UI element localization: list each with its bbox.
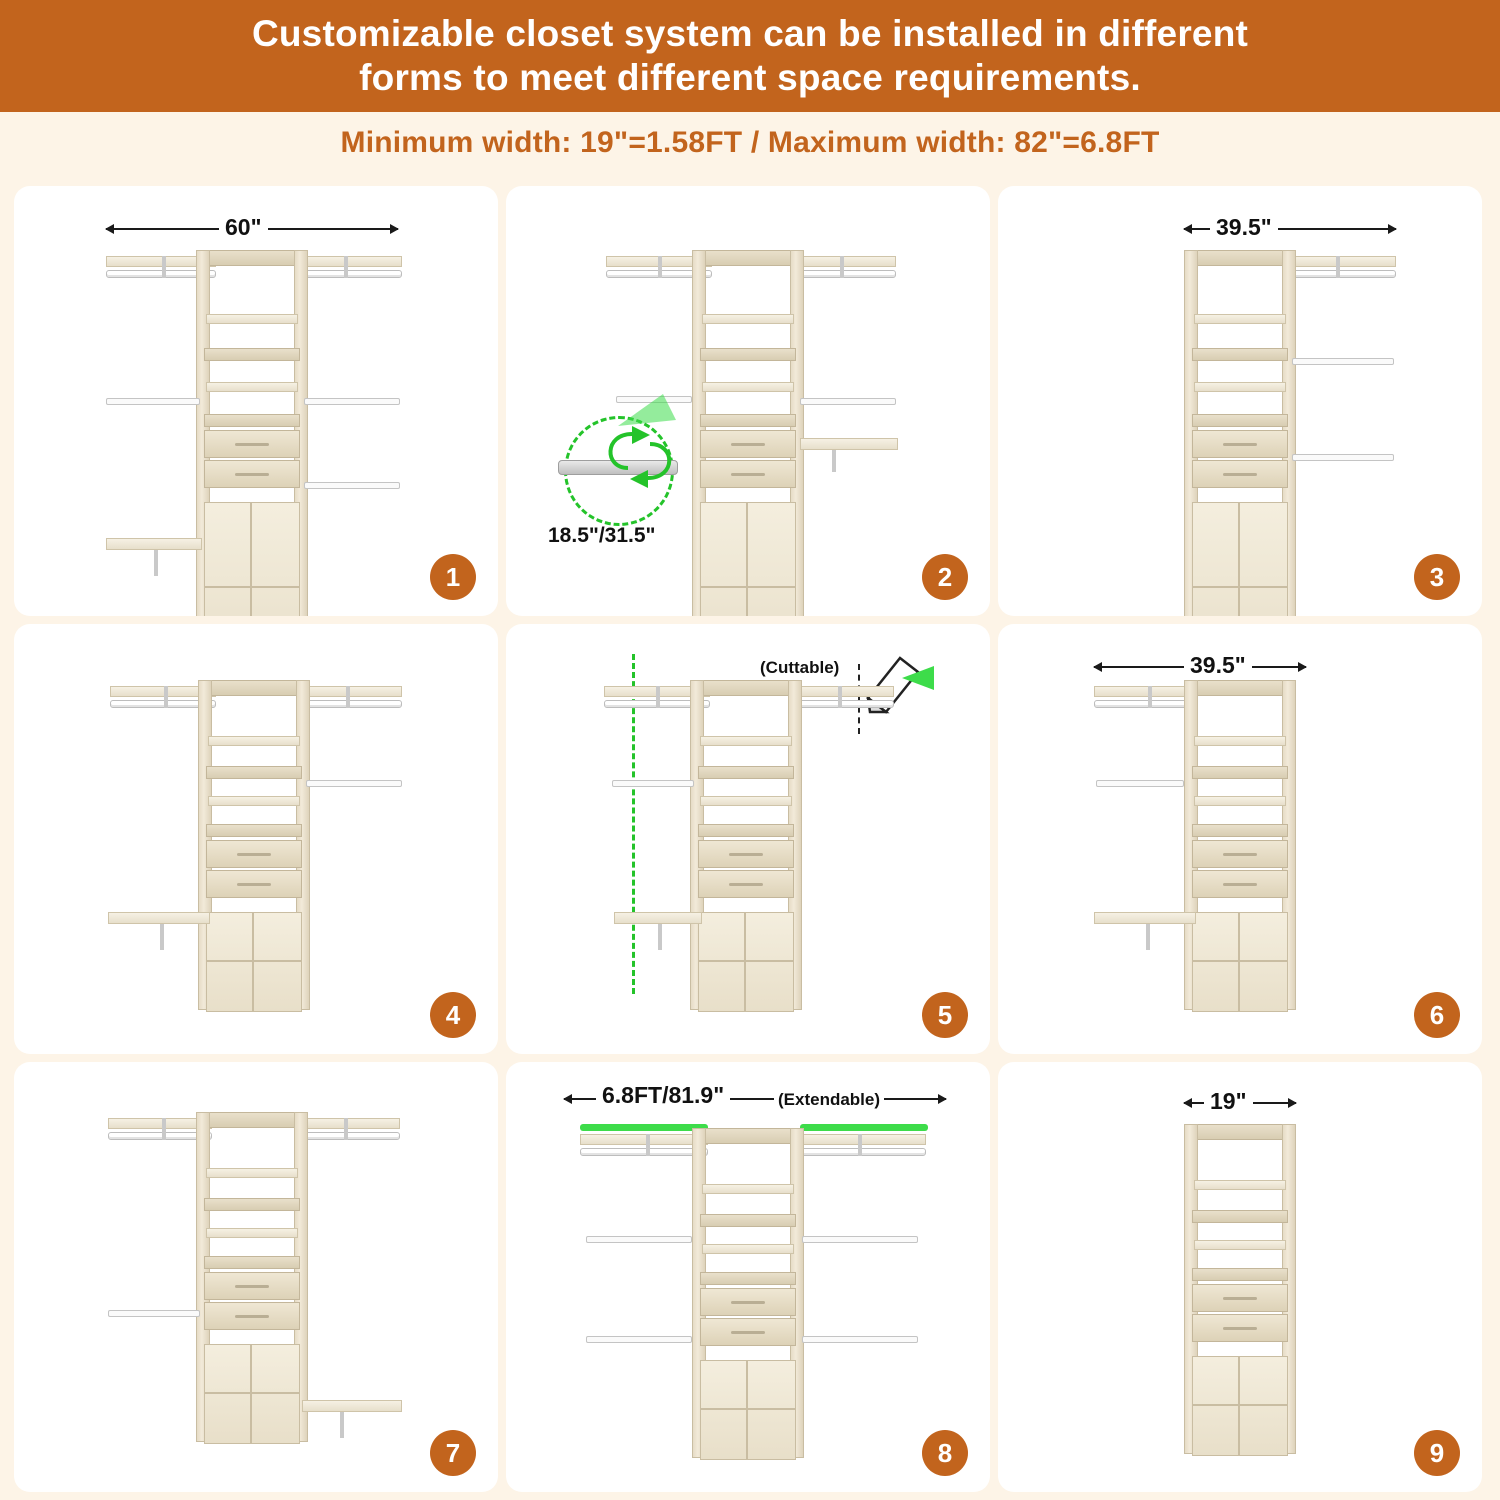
inner-shelf-2 (698, 766, 794, 779)
cube-divider-horizontal (1192, 960, 1288, 962)
inner-shelf-2 (1192, 766, 1288, 779)
closet-diagram-2 (506, 186, 990, 616)
extendable-note: (Extendable) (774, 1090, 884, 1110)
inner-shelf-2 (204, 348, 300, 361)
center-top-shelf (1184, 1124, 1296, 1140)
inner-shelf-4 (1192, 414, 1288, 427)
drawer-2[interactable] (698, 870, 794, 898)
closet-diagram-1 (14, 186, 498, 616)
closet-diagram-7 (14, 1062, 498, 1492)
top-shelf-right (798, 686, 894, 697)
side-rod-left-upper (586, 1236, 692, 1243)
drawer-1[interactable] (1192, 840, 1288, 868)
inner-shelf-3 (206, 1228, 298, 1238)
cube-divider-vertical (252, 912, 254, 1012)
cube-divider-horizontal (1192, 586, 1288, 588)
config-cell-4[interactable] (14, 624, 498, 1054)
rotation-arrow-icon (558, 386, 718, 506)
closet-diagram-5 (506, 624, 990, 1054)
cube-divider-horizontal (206, 960, 302, 962)
side-shelf-bracket (832, 450, 836, 472)
side-rod-left-lower (586, 1336, 692, 1343)
top-shelf-left (1094, 686, 1198, 697)
config-cell-5[interactable] (506, 624, 990, 1054)
side-shelf-left (1094, 912, 1196, 924)
top-shelf-right (800, 1134, 926, 1145)
hanging-rod-right-top (306, 700, 402, 708)
inner-shelf-1 (1194, 1180, 1286, 1190)
side-rod-left (612, 780, 694, 787)
dimension-label-1: 60" (219, 214, 268, 241)
drawer-2[interactable] (204, 460, 300, 488)
config-number-badge-2: 2 (922, 554, 968, 600)
drawer-2[interactable] (1192, 1314, 1288, 1342)
inner-shelf-3 (1194, 796, 1286, 806)
inner-shelf-1 (700, 736, 792, 746)
config-number-badge-1: 1 (430, 554, 476, 600)
cube-divider-horizontal (700, 586, 796, 588)
side-rod-right-upper (1292, 358, 1394, 365)
config-number-badge-4: 4 (430, 992, 476, 1038)
side-rod-left (106, 398, 200, 405)
inner-shelf-2 (206, 766, 302, 779)
closet-diagram-4 (14, 624, 498, 1054)
hanging-rod-right-top (304, 270, 402, 278)
center-top-shelf (690, 680, 802, 696)
rod-bracket-right (1336, 256, 1340, 278)
config-number-badge-8: 8 (922, 1430, 968, 1476)
rod-length-note: 18.5"/31.5" (548, 524, 656, 547)
rod-bracket-right (840, 256, 844, 278)
inner-shelf-4 (1192, 1268, 1288, 1281)
configuration-grid (14, 186, 1486, 1486)
config-cell-9[interactable] (998, 1062, 1482, 1492)
inner-shelf-4 (206, 824, 302, 837)
banner-line-2: forms to meet different space requirements. (359, 57, 1141, 98)
drawer-1[interactable] (206, 840, 302, 868)
rod-bracket-left (646, 1134, 650, 1156)
top-shelf-right (800, 256, 896, 267)
cube-divider-vertical (1238, 502, 1240, 616)
config-number-badge-6: 6 (1414, 992, 1460, 1038)
inner-shelf-3 (208, 796, 300, 806)
inner-shelf-3 (702, 1244, 794, 1254)
config-cell-3[interactable] (998, 186, 1482, 616)
inner-shelf-1 (1194, 736, 1286, 746)
cube-divider-vertical (250, 502, 252, 616)
cube-unit (1192, 1356, 1288, 1456)
dimension-label-9: 19" (1204, 1088, 1253, 1115)
center-top-shelf (692, 1128, 804, 1144)
config-number-badge-7: 7 (430, 1430, 476, 1476)
inner-shelf-2 (1192, 348, 1288, 361)
rod-bracket-left (658, 256, 662, 278)
side-shelf-right (302, 1400, 402, 1412)
side-shelf-bracket (658, 924, 662, 950)
side-shelf-bracket (160, 924, 164, 950)
inner-shelf-2 (700, 1214, 796, 1227)
inner-shelf-1 (208, 736, 300, 746)
drawer-2[interactable] (206, 870, 302, 898)
side-rod-right-lower (1292, 454, 1394, 461)
inner-shelf-4 (204, 414, 300, 427)
side-shelf-left (106, 538, 202, 550)
side-rod-left (1096, 780, 1184, 787)
config-cell-1[interactable] (14, 186, 498, 616)
drawer-2[interactable] (1192, 460, 1288, 488)
side-rod-right-lower (304, 482, 400, 489)
inner-shelf-2 (700, 348, 796, 361)
cube-unit (1192, 912, 1288, 1012)
side-rod-right-upper (304, 398, 400, 405)
header-banner (0, 0, 1500, 112)
cube-divider-vertical (1238, 1356, 1240, 1456)
side-shelf-left (108, 912, 210, 924)
drawer-1[interactable] (700, 1288, 796, 1316)
side-shelf-bracket (340, 1412, 344, 1438)
config-cell-2[interactable] (506, 186, 990, 616)
inner-shelf-1 (206, 1168, 298, 1178)
drawer-2[interactable] (204, 1302, 300, 1330)
rod-bracket-right (344, 1118, 348, 1140)
rod-bracket-left (656, 686, 660, 708)
drawer-1[interactable] (1192, 1284, 1288, 1312)
inner-shelf-3 (1194, 1240, 1286, 1250)
dimension-label-8: 6.8FT/81.9" (596, 1082, 730, 1109)
config-number-badge-3: 3 (1414, 554, 1460, 600)
hanging-rod-right-top (800, 270, 896, 278)
cuttable-note: (Cuttable) (760, 658, 840, 677)
cube-unit (1192, 502, 1288, 616)
cube-divider-horizontal (698, 960, 794, 962)
config-number-badge-5: 5 (922, 992, 968, 1038)
inner-shelf-3 (206, 382, 298, 392)
top-shelf-right (304, 1118, 400, 1129)
inner-shelf-4 (204, 1256, 300, 1269)
side-shelf-bracket (1146, 924, 1150, 950)
center-top-shelf (198, 680, 310, 696)
hanging-rod-right-top (1292, 270, 1396, 278)
cube-unit (700, 502, 796, 616)
cube-unit (700, 1360, 796, 1460)
dimension-label-6: 39.5" (1184, 652, 1252, 679)
top-shelf-right (306, 686, 402, 697)
inner-shelf-1 (206, 314, 298, 324)
hanging-rod-left-top (580, 1148, 708, 1156)
top-shelf-left (580, 1134, 708, 1145)
inner-shelf-4 (1192, 824, 1288, 837)
closet-diagram-9 (998, 1062, 1482, 1492)
side-shelf-left (614, 912, 702, 924)
center-top-shelf (1184, 680, 1296, 696)
side-rod-left (108, 1310, 200, 1317)
dimension-label-3: 39.5" (1210, 214, 1278, 241)
cube-divider-vertical (744, 912, 746, 1012)
width-range-subtitle: Minimum width: 19"=1.58FT / Maximum width: 82"=6.8FT (340, 126, 1160, 159)
extension-indicator-left (580, 1124, 708, 1131)
inner-shelf-1 (1194, 314, 1286, 324)
rod-bracket-left (162, 1118, 166, 1140)
side-shelf-bracket (154, 550, 158, 576)
config-cell-7[interactable] (14, 1062, 498, 1492)
cube-unit (204, 502, 300, 616)
center-top-shelf (196, 250, 308, 266)
cube-divider-vertical (250, 1344, 252, 1444)
cube-divider-horizontal (1192, 1404, 1288, 1406)
cube-divider-horizontal (204, 1392, 300, 1394)
drawer-1[interactable] (698, 840, 794, 868)
banner-line-1: Customizable closet system can be installed in different (251, 13, 1249, 54)
inner-shelf-1 (702, 314, 794, 324)
center-top-shelf (1184, 250, 1296, 266)
inner-shelf-4 (700, 1272, 796, 1285)
rod-bracket-right (838, 686, 842, 708)
cube-divider-vertical (1238, 912, 1240, 1012)
cube-unit (206, 912, 302, 1012)
inner-shelf-3 (700, 796, 792, 806)
center-top-shelf (196, 1112, 308, 1128)
side-rod-right-lower (802, 1336, 918, 1343)
hanging-rod-right-top (304, 1132, 400, 1140)
inner-shelf-2 (204, 1198, 300, 1211)
config-cell-6[interactable] (998, 624, 1482, 1054)
top-shelf-right (304, 256, 402, 267)
inner-shelf-2 (1192, 1210, 1288, 1223)
hanging-rod-left-top (1094, 700, 1198, 708)
top-shelf-right (1292, 256, 1396, 267)
rod-bracket-left (162, 256, 166, 278)
side-rod-right-upper (802, 1236, 918, 1243)
side-shelf-right (800, 438, 898, 450)
rod-bracket-left (164, 686, 168, 708)
extension-indicator-right (800, 1124, 928, 1131)
config-number-badge-9: 9 (1414, 1430, 1460, 1476)
drawer-1[interactable] (204, 1272, 300, 1300)
cube-divider-vertical (746, 1360, 748, 1460)
inner-shelf-3 (1194, 382, 1286, 392)
inner-shelf-4 (698, 824, 794, 837)
center-top-shelf (692, 250, 804, 266)
drawer-2[interactable] (1192, 870, 1288, 898)
side-rod-right (306, 780, 402, 787)
drawer-1[interactable] (1192, 430, 1288, 458)
rod-bracket-right (346, 686, 350, 708)
cube-unit (698, 912, 794, 1012)
config-cell-8[interactable] (506, 1062, 990, 1492)
cube-divider-vertical (746, 502, 748, 616)
drawer-2[interactable] (700, 1318, 796, 1346)
closet-diagram-6 (998, 624, 1482, 1054)
rod-bracket-right (858, 1134, 862, 1156)
drawer-1[interactable] (204, 430, 300, 458)
side-rod-right (800, 398, 896, 405)
rod-bracket-right (344, 256, 348, 278)
closet-diagram-8 (506, 1062, 990, 1492)
cube-unit (204, 1344, 300, 1444)
cube-divider-horizontal (204, 586, 300, 588)
closet-diagram-3 (998, 186, 1482, 616)
cube-divider-horizontal (700, 1408, 796, 1410)
hanging-rod-right-top (800, 1148, 926, 1156)
rod-bracket-left (1148, 686, 1152, 708)
inner-shelf-1 (702, 1184, 794, 1194)
hanging-rod-right-top (798, 700, 894, 708)
